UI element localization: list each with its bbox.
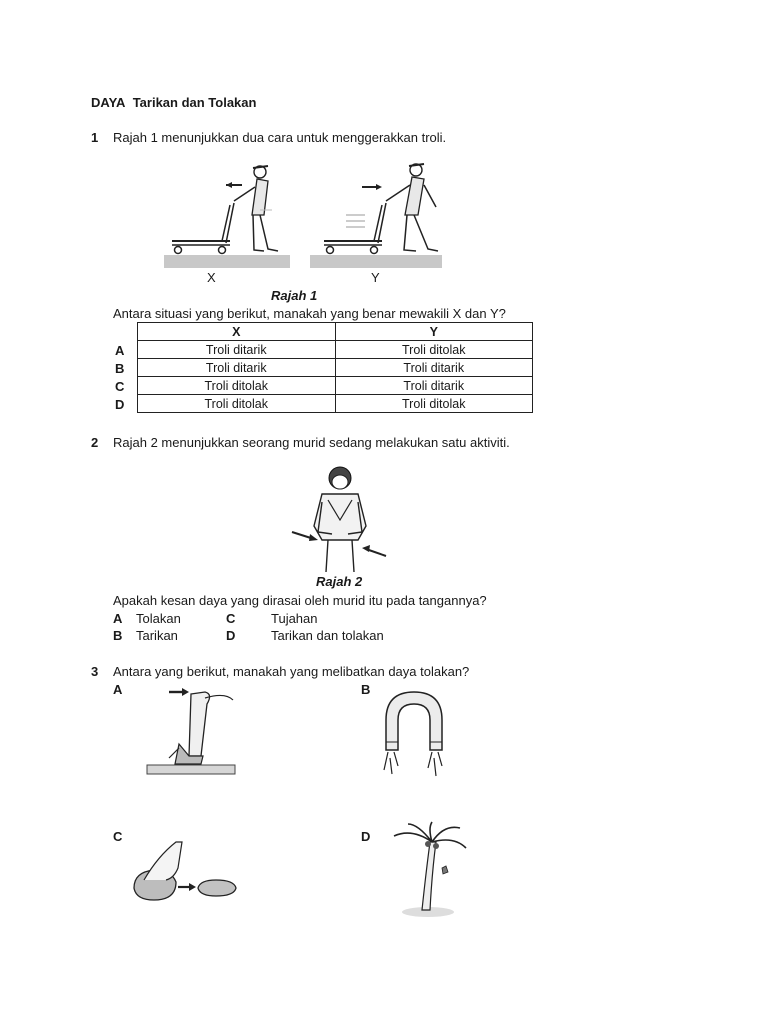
q2-option-text-c: Tujahan	[271, 611, 318, 626]
coconut-tree-picture	[388, 822, 470, 920]
q2-stem: Rajah 2 menunjukkan seorang murid sedang melakukan satu aktiviti.	[113, 435, 510, 450]
q3-option-letter-d: D	[361, 829, 371, 844]
table-cell: Troli ditarik	[335, 359, 533, 377]
table-cell: Troli ditolak	[335, 341, 533, 359]
topic-subtitle: Tarikan dan Tolakan	[132, 95, 257, 110]
q2-option-letter-a: A	[113, 611, 123, 626]
trolley-pull-figure	[164, 166, 290, 268]
q1-option-letter-c: C	[115, 379, 125, 394]
q1-option-letter-a: A	[115, 343, 125, 358]
trolley-push-figure	[310, 164, 442, 268]
q1-number: 1	[91, 130, 99, 145]
dough-picture	[130, 838, 246, 906]
table-header-row	[138, 323, 533, 341]
q2-option-text-d: Tarikan dan tolakan	[271, 628, 384, 643]
q1-option-letter-b: B	[115, 361, 125, 376]
q2-number: 2	[91, 435, 99, 450]
q1-stem: Rajah 1 menunjukkan dua cara untuk menggerakkan troli.	[113, 130, 447, 145]
q1-caption: Rajah 1	[271, 288, 318, 303]
topic-label: DAYA	[91, 95, 126, 110]
table-cell: Troli ditarik	[138, 359, 336, 377]
q3-number: 3	[91, 664, 99, 679]
table-row	[138, 359, 533, 377]
table-cell: Troli ditolak	[335, 395, 533, 413]
trolley-illustration	[160, 155, 450, 275]
q1-option-table	[137, 322, 533, 413]
q3-stem: Antara yang berikut, manakah yang melibatkan daya tolakan?	[113, 664, 470, 679]
student-pulling-figure	[288, 462, 390, 574]
table-row	[138, 377, 533, 395]
table-cell: Troli ditolak	[138, 395, 336, 413]
stapler-press-picture	[145, 684, 237, 776]
table-row	[138, 395, 533, 413]
column-header-y: Y	[335, 323, 533, 341]
q3-option-letter-a: A	[113, 682, 123, 697]
q2-option-letter-c: C	[226, 611, 236, 626]
q1-label-y: Y	[371, 270, 380, 285]
table-cell: Troli ditarik	[335, 377, 533, 395]
q1-option-letter-d: D	[115, 397, 125, 412]
magnet-picture	[378, 686, 450, 780]
page-title	[91, 95, 256, 111]
q1-question: Antara situasi yang berikut, manakah yang benar mewakili X dan Y?	[113, 306, 506, 321]
ground-strip-y	[310, 255, 442, 268]
q2-option-text-b: Tarikan	[136, 628, 178, 643]
q2-option-letter-d: D	[226, 628, 236, 643]
table-cell: Troli ditolak	[138, 377, 336, 395]
column-header-x: X	[138, 323, 336, 341]
q3-option-letter-c: C	[113, 829, 123, 844]
q2-option-text-a: Tolakan	[136, 611, 181, 626]
q3-option-letter-b: B	[361, 682, 371, 697]
ground-strip-x	[164, 255, 290, 268]
table-row	[138, 341, 533, 359]
q1-label-x: X	[207, 270, 216, 285]
q2-option-letter-b: B	[113, 628, 123, 643]
q2-caption: Rajah 2	[316, 574, 363, 589]
q2-question: Apakah kesan daya yang dirasai oleh murid itu pada tangannya?	[113, 593, 487, 608]
table-cell: Troli ditarik	[138, 341, 336, 359]
